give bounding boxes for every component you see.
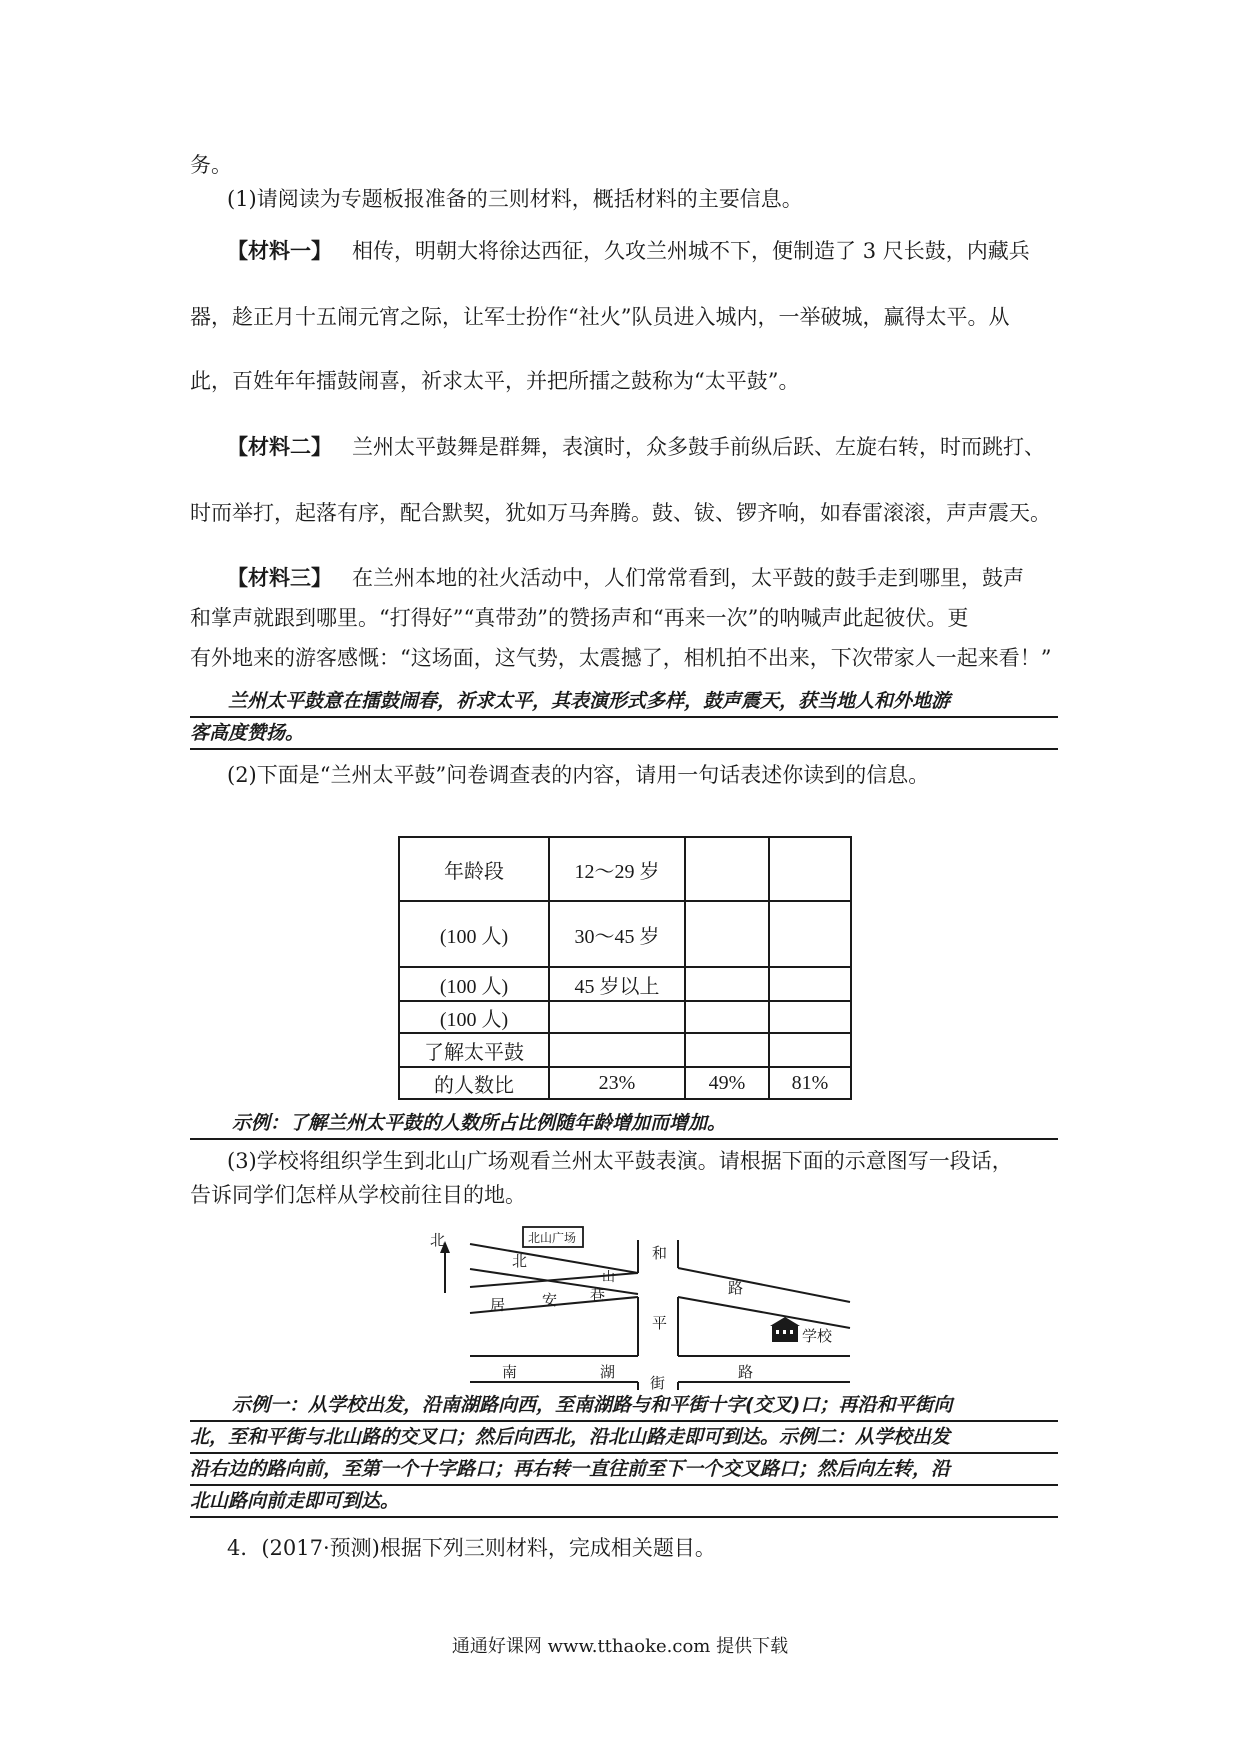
answer-line: 示例一：从学校出发，沿南湖路向西，至南湖路与和平街十字(交叉)口；再沿和平街向: [190, 1390, 1058, 1422]
table-cell: 30～45 岁: [549, 901, 685, 967]
table-cell: [549, 1001, 685, 1033]
school-icon: [770, 1317, 800, 1342]
material-1-line: 此，百姓年年擂鼓闹喜，祈求太平，并把所擂之鼓称为“太平鼓”。: [190, 369, 800, 393]
table-cell: 年龄段: [399, 837, 549, 901]
route-map: [430, 1225, 870, 1390]
answer-line: 兰州太平鼓意在擂鼓闹春，祈求太平，其表演形式多样，鼓声震天，获当地人和外地游: [190, 686, 1058, 718]
material-2-label: 【材料二】: [227, 434, 332, 459]
table-cell: 45 岁以上: [549, 967, 685, 1001]
answer-line: 沿右边的路向前，至第一个十字路口；再右转一直往前至下一个交叉路口；然后向左转，沿: [190, 1454, 1058, 1486]
map-label: 湖: [600, 1363, 616, 1381]
map-label: 北: [512, 1252, 528, 1270]
map-label: 北: [430, 1231, 446, 1249]
map-label: 巷: [590, 1286, 606, 1304]
answer-line: 示例：了解兰州太平鼓的人数所占比例随年龄增加而增加。: [190, 1108, 1058, 1140]
answer-line: 北山路向前走即可到达。: [190, 1486, 1058, 1518]
material-2-text: 兰州太平鼓舞是群舞，表演时，众多鼓手前纵后跃、左旋右转，时而跳打、: [352, 435, 1046, 459]
survey-table: [398, 836, 852, 1100]
map-label: 学校: [802, 1327, 833, 1345]
map-label: 山: [602, 1270, 616, 1285]
answer-line: 北，至和平街与北山路的交叉口；然后向西北，沿北山路走即可到达。示例二：从学校出发: [190, 1422, 1058, 1454]
question-1: (1)请阅读为专题板报准备的三则材料，概括材料的主要信息。: [227, 187, 803, 211]
material-1-line: 器，趁正月十五闹元宵之际，让军士扮作“社火”队员进入城内，一举破城，赢得太平。从: [190, 305, 1010, 329]
answer-3: [190, 1390, 1058, 1518]
map-label: 和: [652, 1244, 668, 1262]
table-cell: 的人数比: [399, 1067, 549, 1099]
map-label: 路: [738, 1363, 754, 1381]
table-cell: 12～29 岁: [549, 837, 685, 901]
table-cell: 了解太平鼓: [399, 1033, 549, 1067]
answer-1: [190, 686, 1058, 750]
material-1-line: [227, 236, 1030, 266]
table-cell: [769, 837, 851, 901]
table-cell: 81%: [769, 1067, 851, 1099]
material-3-text: 在兰州本地的社火活动中，人们常常看到，太平鼓的鼓手走到哪里，鼓声: [352, 566, 1025, 590]
table-cell: [685, 837, 769, 901]
table-cell: [685, 1001, 769, 1033]
map-label: 居: [490, 1296, 506, 1314]
page-footer: 通通好课网 www.tthaoke.com 提供下载: [451, 1636, 789, 1657]
table-cell: [685, 967, 769, 1001]
material-3-line: 和掌声就跟到哪里。“打得好”“真带劲”的赞扬声和“再来一次”的呐喊声此起彼伏。更: [190, 606, 969, 630]
answer-line: 客高度赞扬。: [190, 718, 1058, 750]
table-cell: [769, 1033, 851, 1067]
material-3-label: 【材料三】: [227, 565, 332, 590]
map-label: 安: [542, 1291, 558, 1309]
material-2-line: 时而举打，起落有序，配合默契，犹如万马奔腾。鼓、钹、锣齐响，如春雷滚滚，声声震天。: [190, 501, 1051, 525]
table-cell: (100 人): [399, 901, 549, 967]
table-cell: [769, 901, 851, 967]
material-2-line: [227, 432, 1045, 462]
material-3-line: 有外地来的游客感慨：“这场面，这气势，太震撼了，相机拍不出来，下次带家人一起来看！”: [190, 646, 1052, 670]
table-cell: 23%: [549, 1067, 685, 1099]
map-label: 平: [652, 1314, 668, 1332]
map-label: 北山广场: [528, 1231, 577, 1245]
table-cell: [685, 901, 769, 967]
material-3-line: [227, 563, 1024, 593]
table-cell: (100 人): [399, 967, 549, 1001]
question-2: (2)下面是“兰州太平鼓”问卷调查表的内容，请用一句话表述你读到的信息。: [227, 763, 930, 787]
table-cell: [549, 1033, 685, 1067]
map-label: 路: [728, 1279, 744, 1297]
table-cell: [685, 1033, 769, 1067]
question-3: 告诉同学们怎样从学校前往目的地。: [190, 1183, 526, 1207]
answer-2: [190, 1108, 1058, 1140]
question-4: 4．(2017·预测)根据下列三则材料，完成相关题目。: [227, 1536, 716, 1560]
question-3: (3)学校将组织学生到北山广场观看兰州太平鼓表演。请根据下面的示意图写一段话，: [227, 1149, 1013, 1173]
map-label: 街: [650, 1374, 666, 1390]
text-line: 务。: [190, 153, 232, 177]
material-1-label: 【材料一】: [227, 238, 332, 263]
map-label: 南: [502, 1363, 518, 1381]
table-cell: [769, 967, 851, 1001]
material-1-text: 相传，明朝大将徐达西征，久攻兰州城不下，便制造了 3 尺长鼓，内藏兵: [352, 239, 1030, 263]
table-cell: (100 人): [399, 1001, 549, 1033]
table-cell: [769, 1001, 851, 1033]
table-cell: 49%: [685, 1067, 769, 1099]
